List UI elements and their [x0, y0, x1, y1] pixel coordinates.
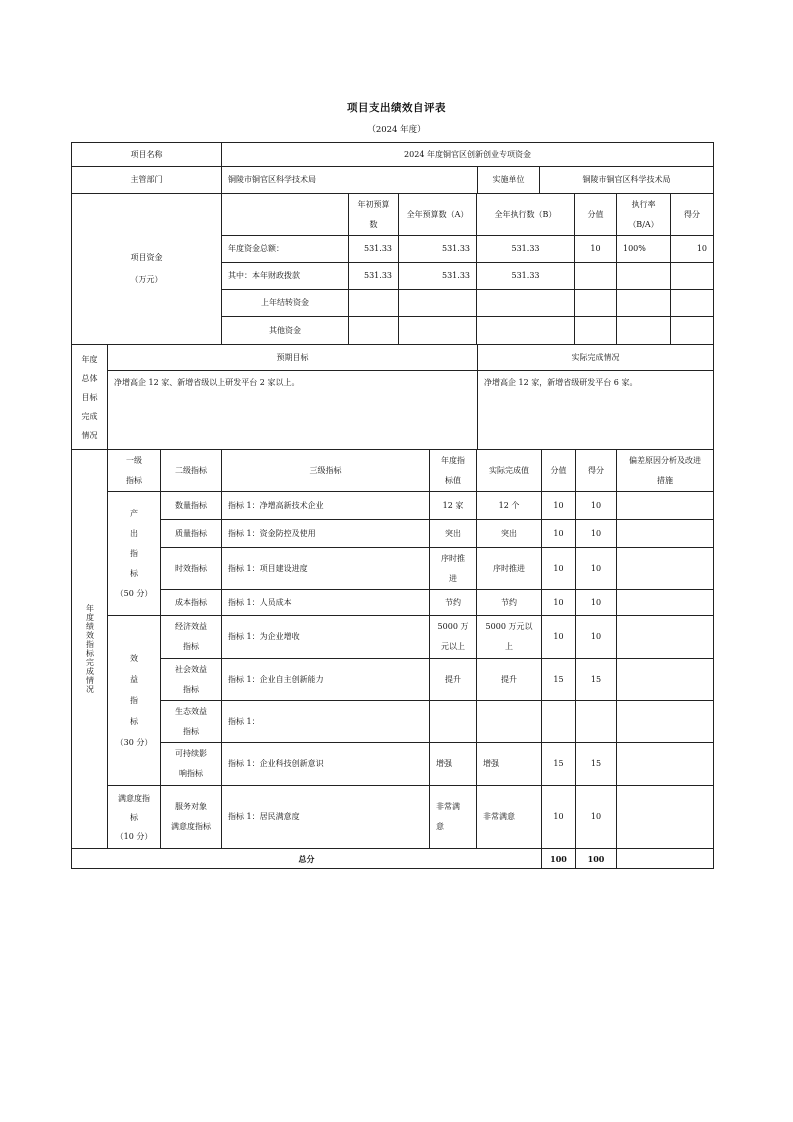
ind-actual: 5000 万元以 上: [476, 615, 541, 658]
ind-level2: 时效指标: [160, 547, 221, 589]
funds-row-full: 531.33: [398, 235, 476, 262]
ind-header-target: 年度指 标值: [429, 449, 476, 491]
funds-row-score: [670, 316, 714, 344]
ind-actual: 非常满意: [476, 785, 541, 848]
performance-table: [71, 142, 714, 869]
total-label: 总分: [71, 848, 541, 869]
ind-actual: 12 个: [476, 491, 541, 519]
project-name-label: 项目名称: [71, 142, 221, 166]
ind-level2: 成本指标: [160, 589, 221, 615]
ind-reason: [616, 519, 714, 547]
ind-actual: 序时推进: [476, 547, 541, 589]
ind-reason: [616, 700, 714, 742]
funds-row-score: [670, 289, 714, 316]
ind-level2: 生态效益 指标: [160, 700, 221, 742]
ind-reason: [616, 658, 714, 700]
funds-col-full: 全年预算数（A）: [398, 193, 476, 235]
goals-actual-text: 净增高企 12 家，新增省级研发平台 6 家。: [477, 370, 714, 449]
ind-reason: [616, 491, 714, 519]
project-name-value: 2024 年度铜官区创新创业专项资金: [221, 142, 714, 166]
ind-level3: 指标 1：项目建设进度: [221, 547, 429, 589]
funds-col-value: 分值: [574, 193, 616, 235]
impl-value: 铜陵市铜官区科学技术局: [539, 166, 714, 193]
ind-level3: 指标 1：净增高新技术企业: [221, 491, 429, 519]
goals-expected-text: 净增高企 12 家、新增省级以上研发平台 2 家以上。: [107, 370, 477, 449]
ind-level3: 指标 1：: [221, 700, 429, 742]
funds-row-rate: [616, 316, 670, 344]
table-title: 项目支出绩效自评表: [347, 102, 446, 114]
funds-row-value: 10: [574, 235, 616, 262]
year-subtitle: （2024 年度）: [367, 125, 426, 135]
funds-row-score: [670, 262, 714, 289]
ind-level3: 指标 1：企业自主创新能力: [221, 658, 429, 700]
ind-target: 序时推 进: [429, 547, 476, 589]
group-benefit: 效 益 指 标 （30 分）: [107, 615, 160, 785]
ind-level2: 可持续影 响指标: [160, 742, 221, 785]
ind-reason: [616, 785, 714, 848]
funds-label: 项目资金 （万元）: [71, 193, 221, 344]
ind-header-l1: 一级 指标: [107, 449, 160, 491]
ind-target: 非常满 意: [429, 785, 476, 848]
ind-score: 10: [575, 615, 616, 658]
ind-score: 15: [575, 658, 616, 700]
ind-actual: 节约: [476, 589, 541, 615]
ind-value: 10: [541, 785, 575, 848]
funds-header-blank: [221, 193, 348, 235]
ind-value: [541, 700, 575, 742]
ind-target: [429, 700, 476, 742]
ind-target: 增强: [429, 742, 476, 785]
total-reason-blank: [616, 848, 714, 869]
funds-row-rate: [616, 262, 670, 289]
group-satisfaction: 满意度指 标 （10 分）: [107, 785, 160, 848]
ind-value: 10: [541, 615, 575, 658]
funds-row-initial: [348, 289, 398, 316]
funds-row-exec: 531.33: [476, 235, 574, 262]
funds-row-initial: [348, 316, 398, 344]
ind-target: 12 家: [429, 491, 476, 519]
ind-reason: [616, 547, 714, 589]
funds-row-rate: 100%: [616, 235, 670, 262]
ind-score: 15: [575, 742, 616, 785]
funds-row-full: 531.33: [398, 262, 476, 289]
ind-level2: 质量指标: [160, 519, 221, 547]
ind-value: 10: [541, 547, 575, 589]
ind-header-score: 得分: [575, 449, 616, 491]
funds-row-full: [398, 289, 476, 316]
ind-target: 提升: [429, 658, 476, 700]
goals-expected-header: 预期目标: [107, 344, 477, 370]
goals-label: 年度 总体 目标 完成 情况: [71, 344, 107, 449]
ind-level3: 指标 1：居民满意度: [221, 785, 429, 848]
ind-target: 突出: [429, 519, 476, 547]
funds-row-rate: [616, 289, 670, 316]
funds-col-rate: 执行率 （B/A）: [616, 193, 670, 235]
ind-value: 10: [541, 589, 575, 615]
ind-level3: 指标 1：为企业增收: [221, 615, 429, 658]
funds-row-exec: 531.33: [476, 262, 574, 289]
ind-header-actual: 实际完成值: [476, 449, 541, 491]
total-score: 100: [575, 848, 616, 869]
funds-row-value: [574, 316, 616, 344]
funds-col-score: 得分: [670, 193, 714, 235]
funds-row-label: 其中：本年财政拨款: [221, 262, 348, 289]
dept-value: 铜陵市铜官区科学技术局: [221, 166, 477, 193]
ind-actual: [476, 700, 541, 742]
ind-header-l3: 三级指标: [221, 449, 429, 491]
funds-col-exec: 全年执行数（B）: [476, 193, 574, 235]
ind-level2: 数量指标: [160, 491, 221, 519]
funds-row-exec: [476, 316, 574, 344]
ind-score: 10: [575, 589, 616, 615]
impl-label: 实施单位: [477, 166, 539, 193]
funds-row-exec: [476, 289, 574, 316]
ind-score: 10: [575, 785, 616, 848]
total-value: 100: [541, 848, 575, 869]
ind-header-l2: 二级指标: [160, 449, 221, 491]
ind-level2: 社会效益 指标: [160, 658, 221, 700]
ind-value: 10: [541, 519, 575, 547]
ind-value: 15: [541, 658, 575, 700]
funds-row-label: 其他资金: [221, 316, 348, 344]
group-output: 产 出 指 标 （50 分）: [107, 491, 160, 615]
ind-reason: [616, 615, 714, 658]
ind-header-value: 分值: [541, 449, 575, 491]
ind-target: 节约: [429, 589, 476, 615]
dept-label: 主管部门: [71, 166, 221, 193]
ind-value: 15: [541, 742, 575, 785]
ind-actual: 增强: [476, 742, 541, 785]
ind-score: 10: [575, 491, 616, 519]
funds-col-initial: 年初预算 数: [348, 193, 398, 235]
goals-actual-header: 实际完成情况: [477, 344, 714, 370]
ind-header-reason: 偏差原因分析及改进 措施: [616, 449, 714, 491]
funds-row-score: 10: [670, 235, 714, 262]
funds-row-initial: 531.33: [348, 262, 398, 289]
ind-level3: 指标 1：企业科技创新意识: [221, 742, 429, 785]
ind-level3: 指标 1：人员成本: [221, 589, 429, 615]
funds-row-initial: 531.33: [348, 235, 398, 262]
funds-row-value: [574, 289, 616, 316]
ind-score: [575, 700, 616, 742]
ind-reason: [616, 589, 714, 615]
ind-value: 10: [541, 491, 575, 519]
ind-reason: [616, 742, 714, 785]
funds-row-full: [398, 316, 476, 344]
funds-row-label: 年度资金总额：: [221, 235, 348, 262]
ind-target: 5000 万 元以上: [429, 615, 476, 658]
funds-row-value: [574, 262, 616, 289]
ind-score: 10: [575, 519, 616, 547]
funds-row-label: 上年结转资金: [221, 289, 348, 316]
ind-actual: 提升: [476, 658, 541, 700]
ind-score: 10: [575, 547, 616, 589]
ind-actual: 突出: [476, 519, 541, 547]
ind-level2: 服务对象 满意度指标: [160, 785, 221, 848]
indicators-section-label: 年度绩效指标完成情况: [71, 449, 107, 848]
ind-level2: 经济效益 指标: [160, 615, 221, 658]
ind-level3: 指标 1：资金防控及使用: [221, 519, 429, 547]
